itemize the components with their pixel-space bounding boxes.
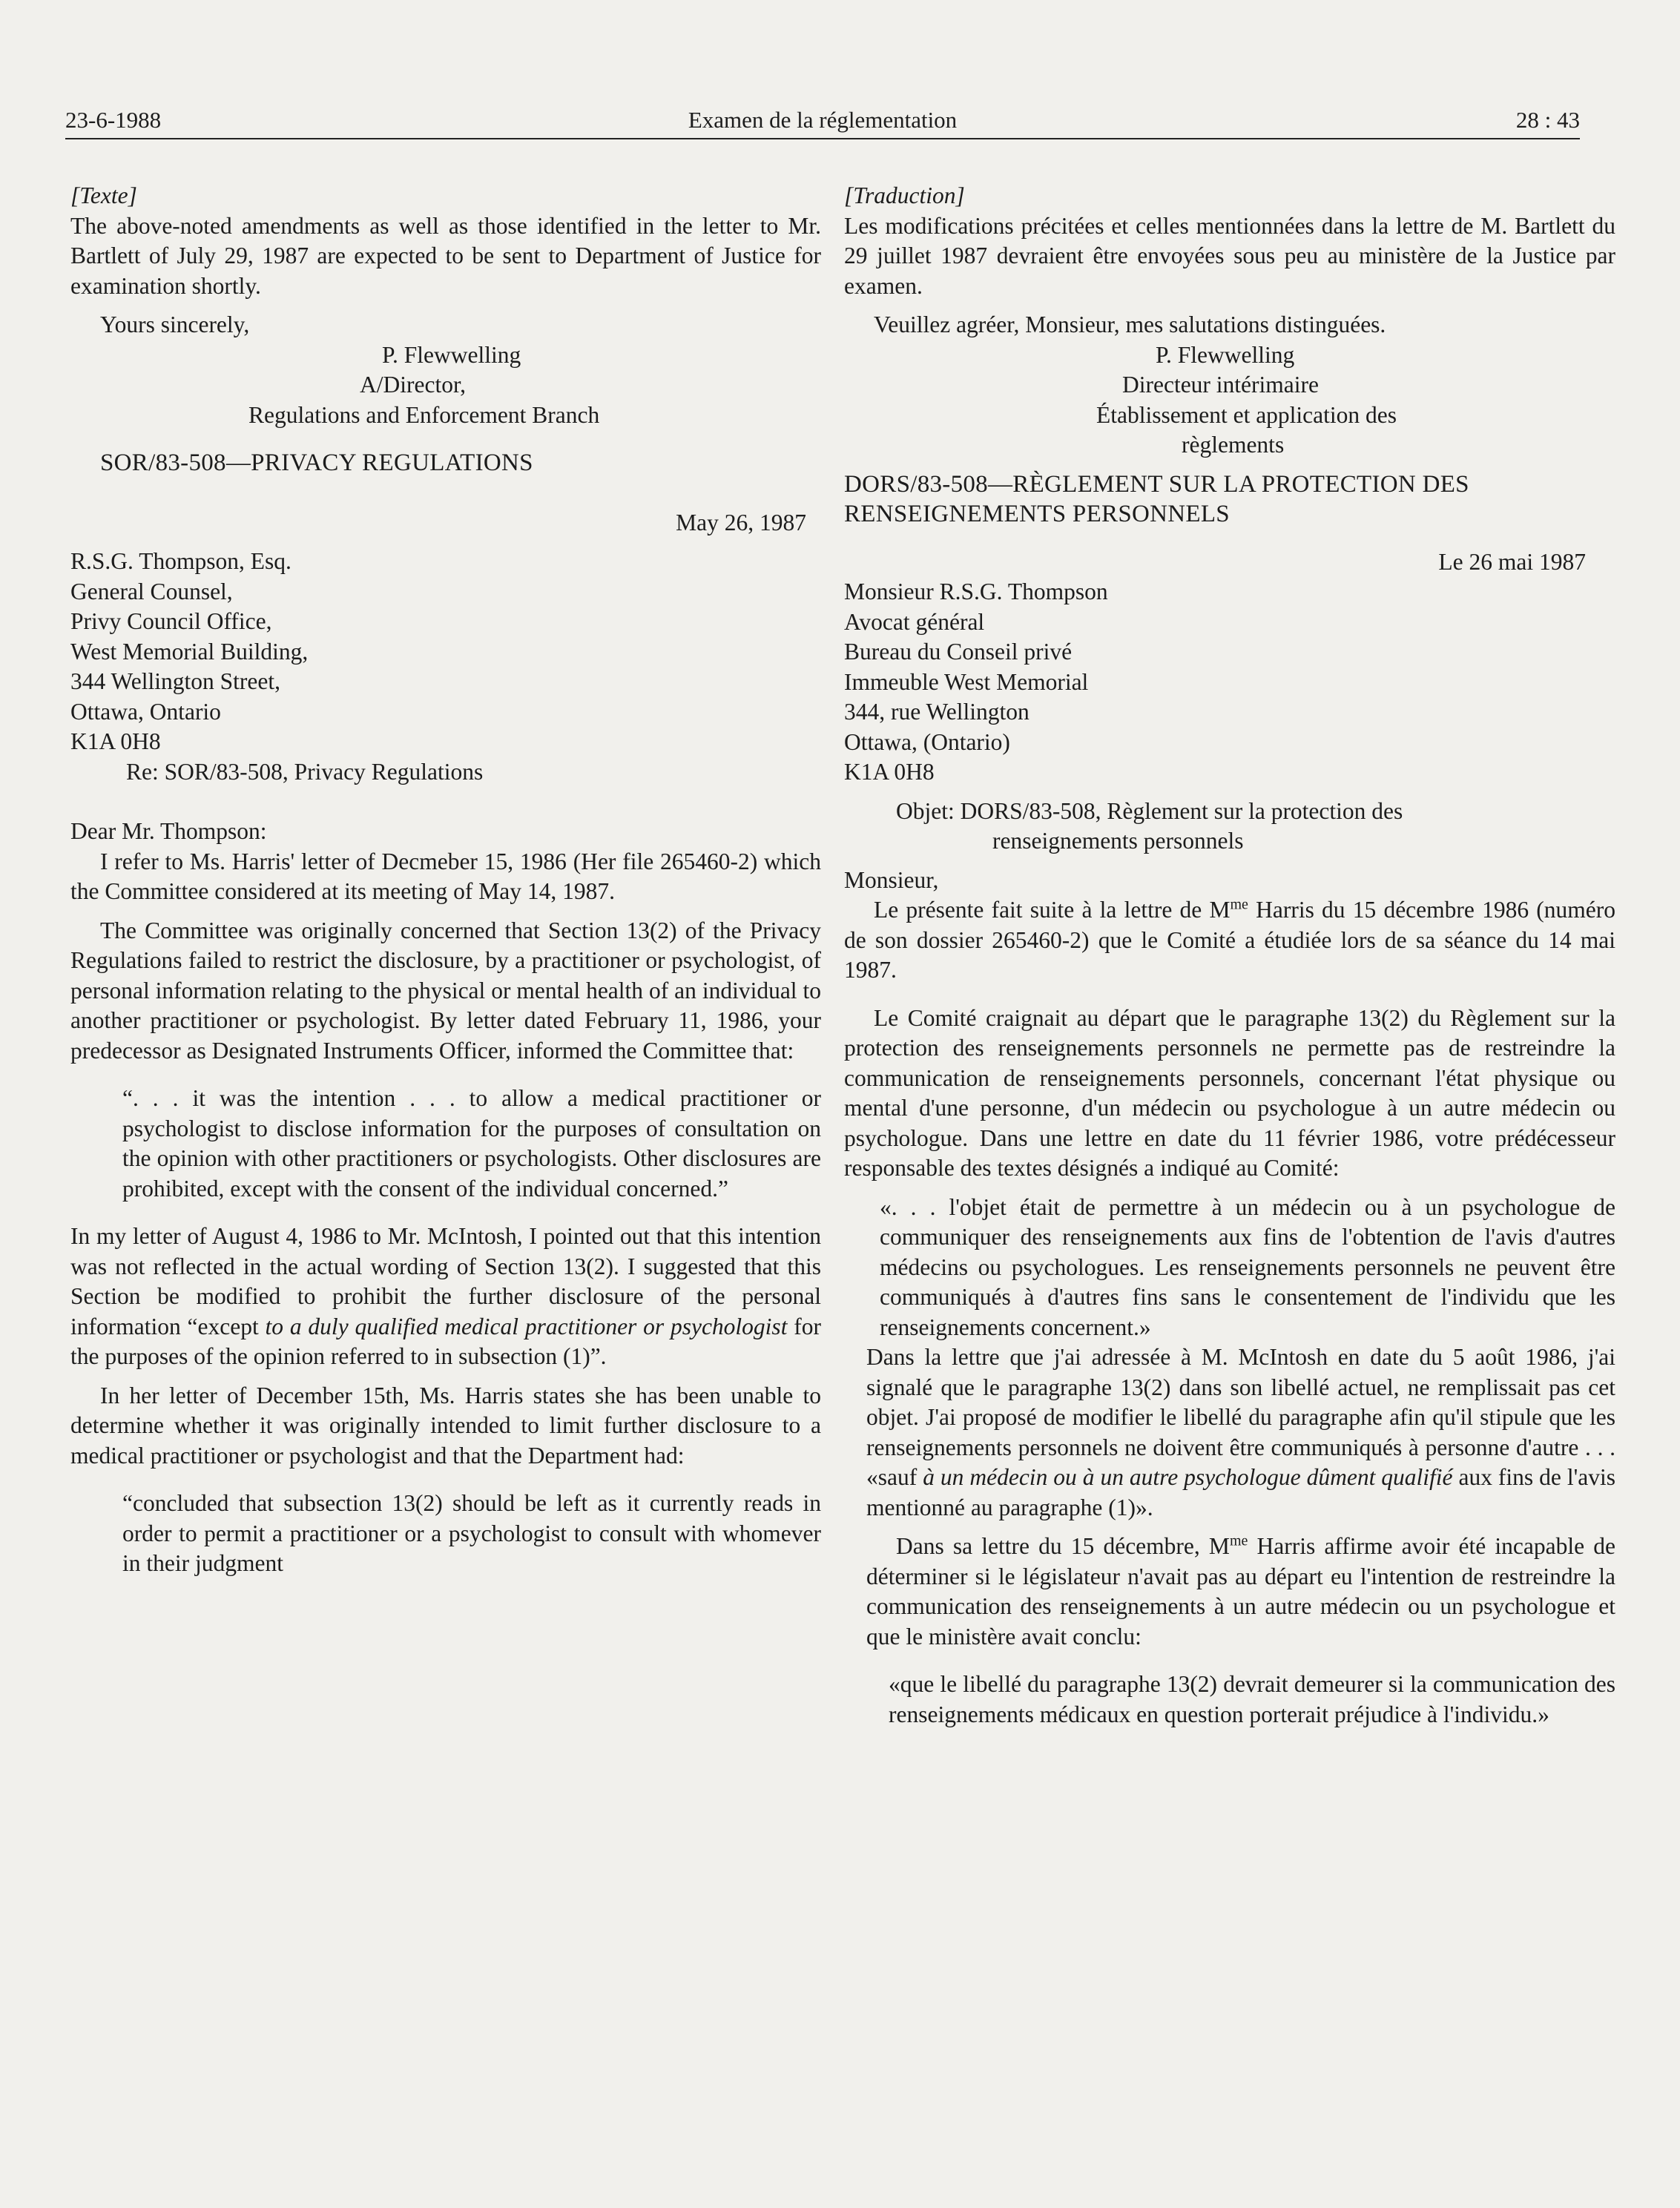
section-heading: DORS/83-508—RÈGLEMENT SUR LA PROTECTION DES RENSEIGNEMENTS PERSONNELS (844, 470, 1469, 527)
signature-name: P. Flewwelling (1156, 341, 1295, 368)
quotation: «que le libellé du paragraphe 13(2) devrait demeurer si la communication des renseignements médicaux en question porterait préjudice à l'individu.» (889, 1671, 1615, 1727)
signature-title: A/Director, (360, 372, 467, 398)
english-column (70, 181, 821, 1579)
header-rule (65, 138, 1580, 139)
re-line: Re: SOR/83-508, Privacy Regulations (126, 758, 484, 785)
address-line: West Memorial Building, (70, 638, 309, 665)
header-title: Examen de la réglementation (688, 107, 958, 133)
section-heading: SOR/83-508—PRIVACY REGULATIONS (100, 449, 533, 476)
address-line: K1A 0H8 (70, 728, 161, 754)
salutation: Dear Mr. Thompson: (70, 818, 267, 844)
paragraph: Dans sa lettre du 15 décembre, $M^{me}$ Harris affirme avoir été incapable de déterminer si le législateur n'avait pas au départ eu l'intention de restreindre la communication des renseignements à un autre médecin ou un psychologue et que le ministère avait conclu: (866, 1532, 1615, 1650)
letter-date: Le 26 mai 1987 (1438, 548, 1586, 575)
address-line: Privy Council Office, (70, 608, 272, 634)
objet-line: Objet: DORS/83-508, Règlement sur la protection des (896, 797, 1403, 824)
signature-branch: règlements (1182, 432, 1285, 458)
signature-branch: Regulations and Enforcement Branch (248, 401, 600, 428)
address-line: Avocat général (844, 608, 985, 635)
objet-line: renseignements personnels (992, 828, 1244, 854)
signature-name: P. Flewwelling (382, 341, 521, 368)
paragraph: Le présente fait suite à la lettre de $M^{me}$ Harris du 15 décembre 1986 (numéro de son dossier 265460-2) que le Comité a étudiée lors de sa séance du 14 mai 1987. (844, 896, 1615, 983)
texte-tag: [Texte] (70, 182, 137, 208)
address-line: 344 Wellington Street, (70, 668, 280, 694)
paragraph: Les modifications précitées et celles mentionnées dans la lettre de M. Bartlett du 29 juillet 1987 devraient être envoyées sous peu au ministère de la Justice par examen. (844, 212, 1615, 299)
page-header (65, 107, 1580, 141)
address-line: Immeuble West Memorial (844, 668, 1089, 695)
paragraph: The Committee was originally concerned that Section 13(2) of the Privacy Regulations failed to restrict the disclosure, by a practitioner or psychologist, of personal information relating to the physical or mental health of an individual to another practitioner or psychologist. By letter dated February 11, 1986, your predecessor as Designated Instruments Officer, informed the Committee that: (70, 917, 821, 1064)
address-line: Bureau du Conseil privé (844, 639, 1073, 665)
paragraph: The above-noted amendments as well as those identified in the letter to Mr. Bartlett of July 29, 1987 are expected to be sent to Department of Justice for examination shortly. (70, 212, 821, 299)
paragraph: I refer to Ms. Harris' letter of Decmeber 15, 1986 (Her file 265460-2) which the Committee considered at its meeting of May 14, 1987. (70, 848, 821, 904)
closing: Veuillez agréer, Monsieur, mes salutations distinguées. (874, 312, 1386, 337)
address-line: R.S.G. Thompson, Esq. (70, 548, 291, 574)
address-line: Ottawa, Ontario (70, 698, 221, 725)
address-line: Ottawa, (Ontario) (844, 728, 1010, 755)
address-line: Monsieur R.S.G. Thompson (844, 579, 1108, 604)
traduction-tag: [Traduction] (844, 182, 965, 208)
paragraph: In her letter of December 15th, Ms. Harris states she has been unable to determine whether it was originally intended to limit further disclosure to a medical practitioner or psychologist and that the Department had: (70, 1382, 821, 1469)
quotation: «. . . l'objet était de permettre à un médecin ou à un psychologue de communiquer des renseignements aux fins de l'obtention de l'avis d'autres médecins ou psychologues. Les renseignements personnels ne peuvent être communiqués à d'autres fins sans le consentement de l'individu que les renseignements concernent.» (880, 1193, 1615, 1340)
quotation: “. . . it was the intention . . . to allow a medical practitioner or psychologist to disclose information for the purposes of consultation on the opinion with other practitioners or psychologists. Other disclosures are prohibited, except with the consent of the individual concerned.” (122, 1085, 821, 1202)
french-column (844, 181, 1615, 1730)
letter-date: May 26, 1987 (676, 509, 806, 535)
signature-title: Directeur intérimaire (1122, 372, 1319, 398)
closing: Yours sincerely, (100, 312, 250, 337)
header-date: 23-6-1988 (65, 107, 162, 133)
paragraph: Le Comité craignait au départ que le paragraphe 13(2) du Règlement sur la protection des renseignements personnels ne permette pas de restreindre la communication de renseignements personnels, concernant l'état physique ou mental d'une personne, d'un médecin ou psychologue à un autre médecin ou psychologue. Dans une lettre en date du 11 février 1986, votre prédécesseur responsable des textes désignés a indiqué au Comité: (844, 1004, 1615, 1181)
paragraph: In my letter of August 4, 1986 to Mr. McIntosh, I pointed out that this intention was not reflected in the actual wording of Section 13(2). I suggested that this Section be modified to prohibit the further disclosure of the personal information “except to a duly qualified medical practitioner or psychologist for the purposes of the opinion referred to in subsection (1)”. (70, 1223, 822, 1369)
quotation: “concluded that subsection 13(2) should be left as it currently reads in order to permit a practitioner or a psychologist to consult with whomever in their judgment (122, 1490, 821, 1576)
address-line: 344, rue Wellington (844, 699, 1030, 725)
address-line: General Counsel, (70, 578, 233, 604)
signature-branch: Établissement et application des (1096, 401, 1397, 428)
header-page-number: 28 : 43 (1515, 107, 1580, 133)
paragraph: Dans la lettre que j'ai adressée à M. McIntosh en date du 5 août 1986, j'ai signalé que le paragraphe 13(2) dans son libellé actuel, ne remplissait pas cet objet. J'ai proposé de modifier le libellé du paragraphe afin qu'il stipule que les renseignements personnels ne doivent être communiqués à personne d'autre . . . «sauf à un médecin ou à un autre psychologue dûment qualifié aux fins de l'avis mentionné au paragraphe (1)». (866, 1344, 1615, 1520)
address-line: K1A 0H8 (844, 759, 935, 785)
salutation: Monsieur, (844, 866, 939, 893)
